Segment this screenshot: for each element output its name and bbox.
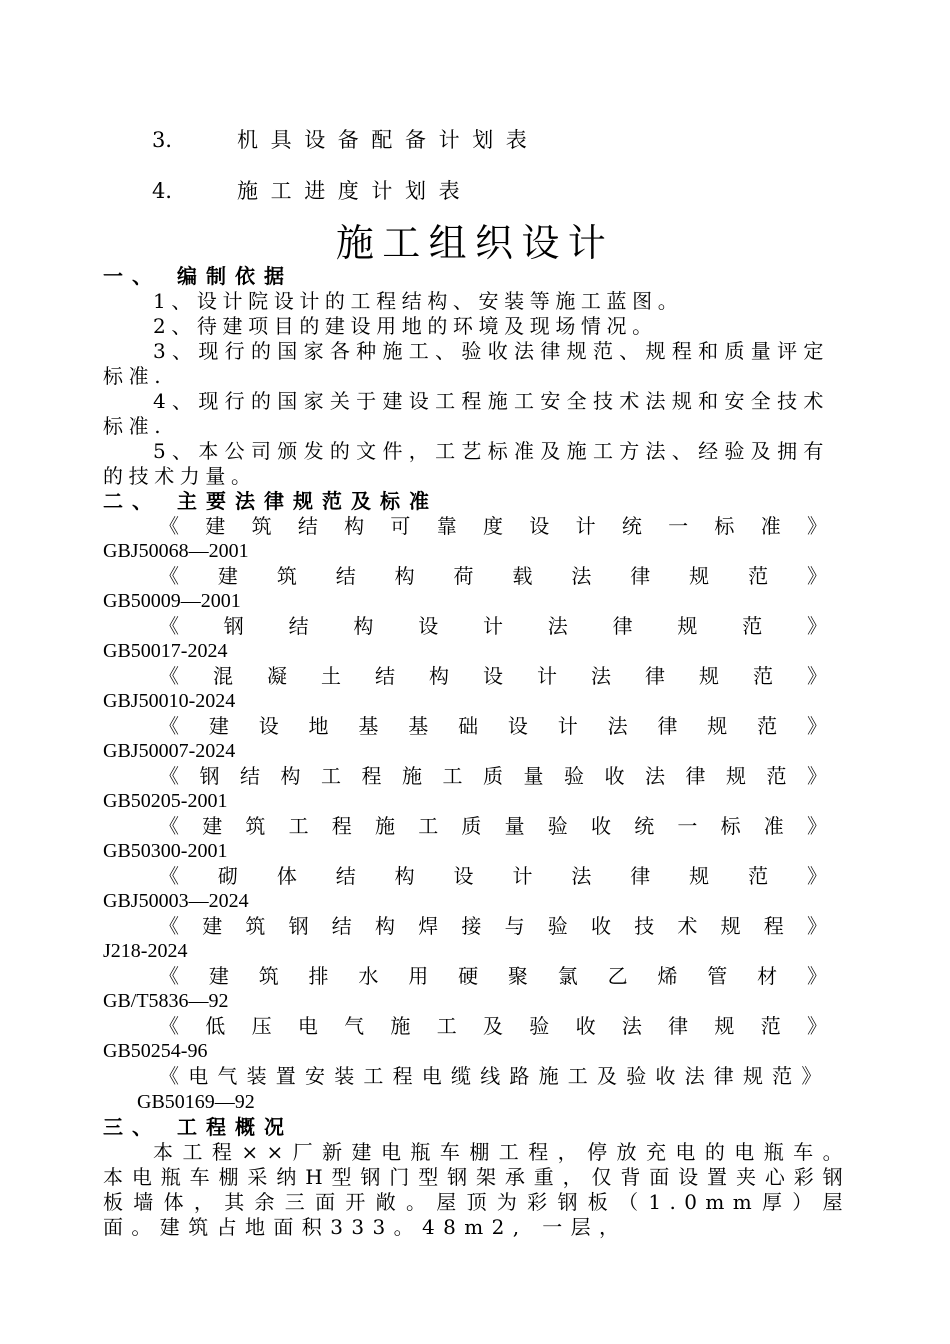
toc-item	[152, 175, 472, 205]
document-title: 施工组织设计	[335, 221, 615, 265]
standard-name: 《建设地基基础设计法律规范》	[159, 714, 829, 738]
standard-code: GB/T5836—92	[103, 990, 229, 1012]
standard-entry	[103, 514, 829, 564]
section-heading: 一、 编制依据	[103, 264, 293, 288]
standard-entry	[103, 814, 829, 864]
standard-name: 《建筑结构可靠度设计统一标准》	[159, 514, 829, 538]
standard-entry	[103, 614, 829, 664]
standard-entry	[103, 964, 829, 1014]
toc-text: 机具设备配备计划表	[237, 128, 540, 152]
section-heading: 三、 工程概况	[103, 1115, 293, 1139]
standard-code: GBJ50068—2001	[103, 540, 249, 562]
toc-number: 3．	[152, 128, 187, 152]
section-heading: 二、 主要法律规范及标准	[103, 489, 438, 513]
basis-item: 3、现行的国家各种施工、验收法律规范、规程和质量评定标准.	[103, 339, 829, 388]
document-body	[103, 264, 851, 1240]
standard-name: 《建筑排水用硬聚氯乙烯管材》	[159, 964, 829, 988]
standard-code: GB50009—2001	[103, 590, 241, 612]
standard-entry	[103, 864, 829, 914]
toc-text: 施工进度计划表	[237, 179, 473, 203]
standard-entry	[103, 1014, 829, 1064]
standard-code: GB50254-96	[103, 1040, 208, 1062]
basis-item: 2、待建项目的建设用地的环境及现场情况。	[153, 314, 658, 338]
standard-code: GB50169—92	[137, 1091, 255, 1113]
standard-code: GB50300-2001	[103, 840, 228, 862]
basis-item: 5、本公司颁发的文件，工艺标准及施工方法、经验及拥有的技术力量。	[103, 439, 829, 488]
standard-name: 《钢结构设计法律规范》	[159, 614, 829, 638]
standard-name: 《建筑结构荷载法律规范》	[159, 564, 829, 588]
basis-item: 4、现行的国家关于建设工程施工安全技术法规和安全技术标准.	[103, 389, 829, 438]
standard-code: GB50205-2001	[103, 790, 228, 812]
standard-code: J218-2024	[103, 940, 188, 962]
standard-code: GB50017-2024	[103, 640, 228, 662]
standard-entry	[103, 564, 829, 614]
toc-item	[152, 124, 539, 154]
standard-code: GBJ50010-2024	[103, 690, 236, 712]
standard-entry	[103, 764, 829, 814]
standard-code: GBJ50003—2024	[103, 890, 249, 912]
toc-number: 4．	[152, 179, 187, 203]
standard-name: 《混凝土结构设计法律规范》	[159, 664, 829, 688]
standard-name: 《钢结构工程施工质量验收法律规范》	[159, 764, 829, 788]
standard-name: 《建筑工程施工质量验收统一标准》	[159, 814, 829, 838]
project-overview-paragraph: 本工程××厂新建电瓶车棚工程，停放充电的电瓶车。本电瓶车棚采纳H型钢门型钢架承重，仅背面设置夹心彩钢板墙体，其余三面开敞。屋顶为彩钢板（1.0mm厚）屋面。建筑占地面积333。48m2, 一层，	[103, 1140, 851, 1239]
standard-entry	[103, 664, 829, 714]
standard-code: GBJ50007-2024	[103, 740, 236, 762]
standard-name: 《电气装置安装工程电缆线路施工及验收法律规范》	[159, 1064, 829, 1088]
standard-entry	[103, 914, 829, 964]
standard-entry	[103, 1064, 829, 1115]
basis-item: 1、设计院设计的工程结构、安装等施工蓝图。	[153, 289, 684, 313]
standard-name: 《低压电气施工及验收法律规范》	[159, 1014, 829, 1038]
standard-name: 《建筑钢结构焊接与验收技术规程》	[159, 914, 829, 938]
standard-name: 《砌体结构设计法律规范》	[159, 864, 829, 888]
standard-entry	[103, 714, 829, 764]
